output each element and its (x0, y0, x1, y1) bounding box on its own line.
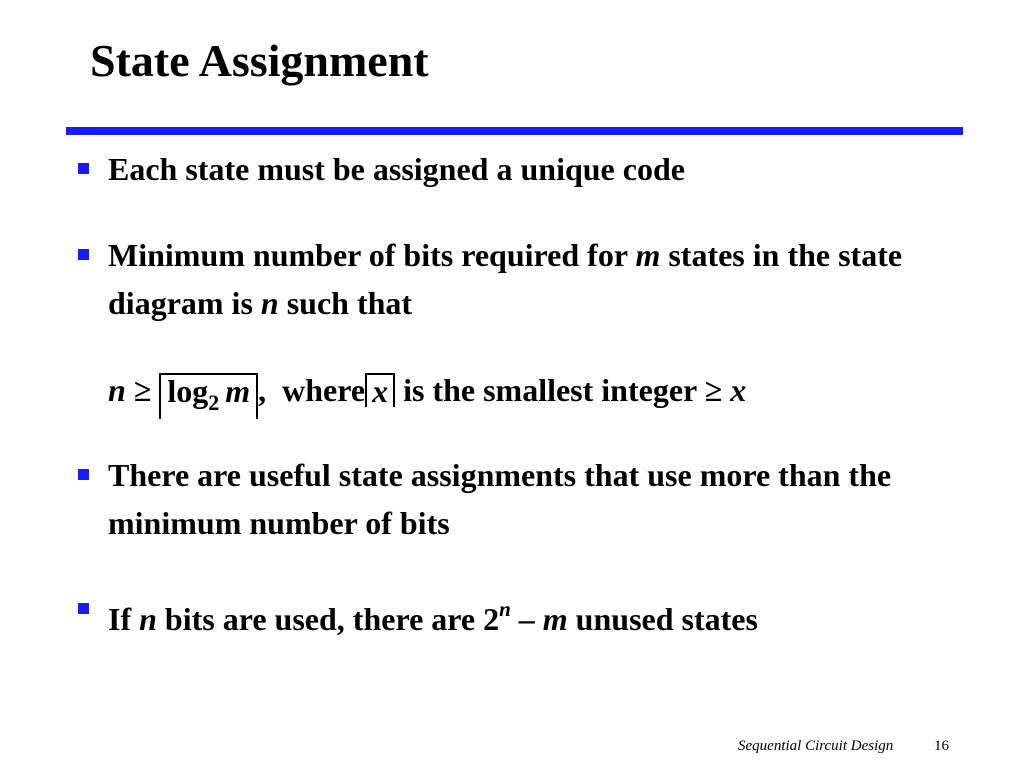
square-bullet-icon (78, 163, 89, 174)
page-number: 16 (934, 738, 949, 754)
log-text: log (167, 373, 209, 409)
formula-tail: is the smallest integer ≥ (403, 372, 723, 408)
formula (108, 366, 746, 419)
square-bullet-icon (78, 249, 89, 260)
bullet-text: states in the state diagram is (108, 237, 903, 321)
bullet-text: unused states (567, 601, 758, 637)
ceiling-bracket (159, 373, 258, 419)
bullet-text: such that (278, 285, 413, 321)
geq-symbol: ≥ (133, 372, 152, 408)
bullet-item (108, 451, 968, 547)
log-base: 2 (208, 390, 220, 415)
variable-m: m (542, 601, 568, 637)
bullet-item (108, 145, 968, 193)
comma: , (258, 372, 267, 408)
bullet-text: There are useful state assignments that use more than the minimum number of bits (108, 457, 892, 541)
title-divider (66, 127, 963, 135)
variable-x: x (730, 372, 747, 408)
square-bullet-icon (78, 469, 89, 480)
variable-n: n (108, 372, 126, 408)
ceiling-bracket (365, 373, 395, 407)
variable-m: m (225, 373, 251, 409)
bullet-text: bits are used, there are 2 (156, 601, 500, 637)
bullet-item (108, 231, 968, 327)
where-text: where (282, 372, 366, 408)
bullet-text: – (510, 601, 543, 637)
variable-n: n (260, 285, 279, 321)
variable-x: x (372, 373, 389, 409)
square-bullet-icon (78, 603, 89, 614)
bullet-text: If (108, 601, 140, 637)
footer-caption: Sequential Circuit Design (738, 738, 894, 754)
slide-title: State Assignment (90, 35, 429, 86)
variable-n: n (139, 601, 157, 637)
exponent-n: n (499, 597, 511, 621)
bullet-item (108, 585, 968, 643)
variable-m: m (635, 237, 661, 273)
bullet-text: Minimum number of bits required for (108, 237, 636, 273)
bullet-text: Each state must be assigned a unique code (108, 151, 685, 187)
